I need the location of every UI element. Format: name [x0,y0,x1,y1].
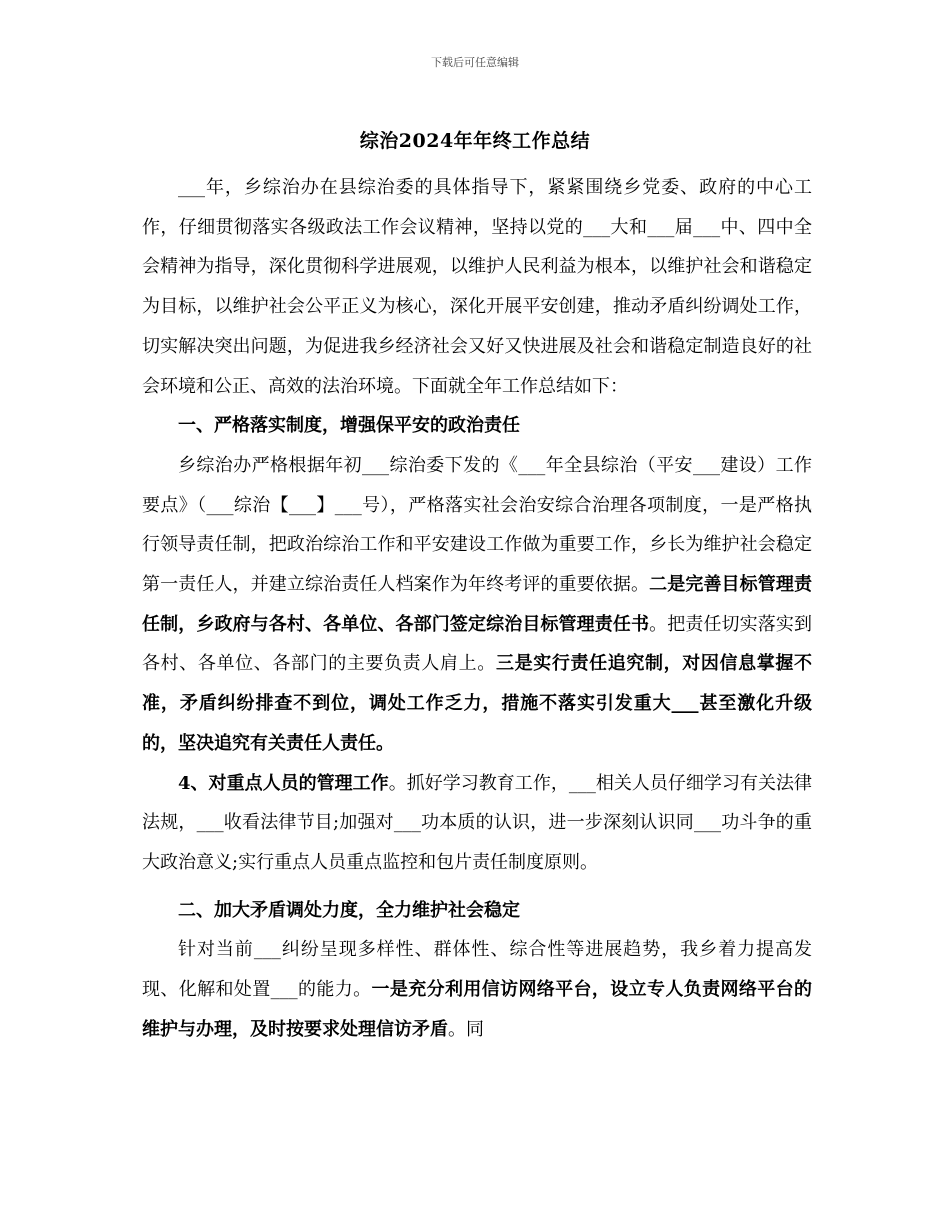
document-body [142,168,812,1049]
page-header-note: 下载后可任意编辑 [431,56,519,69]
section-1-paragraph [142,446,812,764]
bold-run: 一是充分利用信访网络平台，设立专人负责网络平台的维护与办理，及时按要求处理信访矛盾 [142,979,813,1040]
bold-run: 三是实行责任追究制，对因信息掌握不准，矛盾纠纷排查不到位，调处工作乏力，措施不落实引发重大___甚至激化升级的，坚决追究有关责任人责任。 [142,653,813,754]
text-run: ___年，乡综治办在县综治委的具体指导下，紧紧围绕乡党委、政府的中心工作，仔细贯彻落实各级政法工作会议精神，坚持以党的___大和___届___中、四中全会精神为指导，深化贯彻科学进展观，以维护人民利益为根本，以维护社会和谐稳定为目标，以维护社会公平正义为核心，深化开展平安创建，推动矛盾纠纷调处工作，切实解决突出问题，为促进我乡经济社会又好又快进展及社会和谐稳定制造良好的社会环境和公正、高效的法治环境。下面就全年工作总结如下： [142,177,812,397]
section-2-paragraph [142,930,812,1049]
key-personnel-paragraph [142,764,812,883]
section-heading-2 [142,891,812,931]
text-run: 乡综治办严格根据年初___综治委下发的《___年全县综治（平安___建设）工作要点》（___综治【___】___号），严格落实社会治安综合治理各项制度，一是严格执行领导责任制，把政治综治工作和平安建设工作做为重要工作，乡长为维护社会稳定第一责任人，并建立综治责任人档案作为年终考评的重要依据。 [142,454,812,596]
intro-paragraph [142,168,812,406]
bold-run: 二是完善目标管理责任制，乡政府与各村、各单位、各部门签定综治目标管理责任书 [142,574,812,635]
text-run: 针对当前___纠纷呈现多样性、群体性、综合性等进展趋势，我乡着力提高发现、化解和处置___的能力。 [142,939,812,1001]
text-run: 。抓好学习教育工作，___相关人员仔细学习有关法律法规，___收看法律节目;加强对___功本质的认识，进一步深刻认识同___功斗争的重大政治意义;实行重点人员重点监控和包片责任制度原则。 [142,772,813,873]
text-run: 一、严格落实制度，增强保平安的政治责任 [178,415,520,437]
text-run: 二、加大矛盾调处力度，全力维护社会稳定 [178,899,520,921]
text-run: 。把责任切实落实到各村、各单位、各部门的主要负责人肩上。 [142,613,812,675]
bold-run: 4、对重点人员的管理工作 [178,772,389,794]
section-heading-1 [142,406,812,446]
text-run: 。同 [448,1018,484,1040]
document-title: 综治2024年年终工作总结 [359,130,591,152]
